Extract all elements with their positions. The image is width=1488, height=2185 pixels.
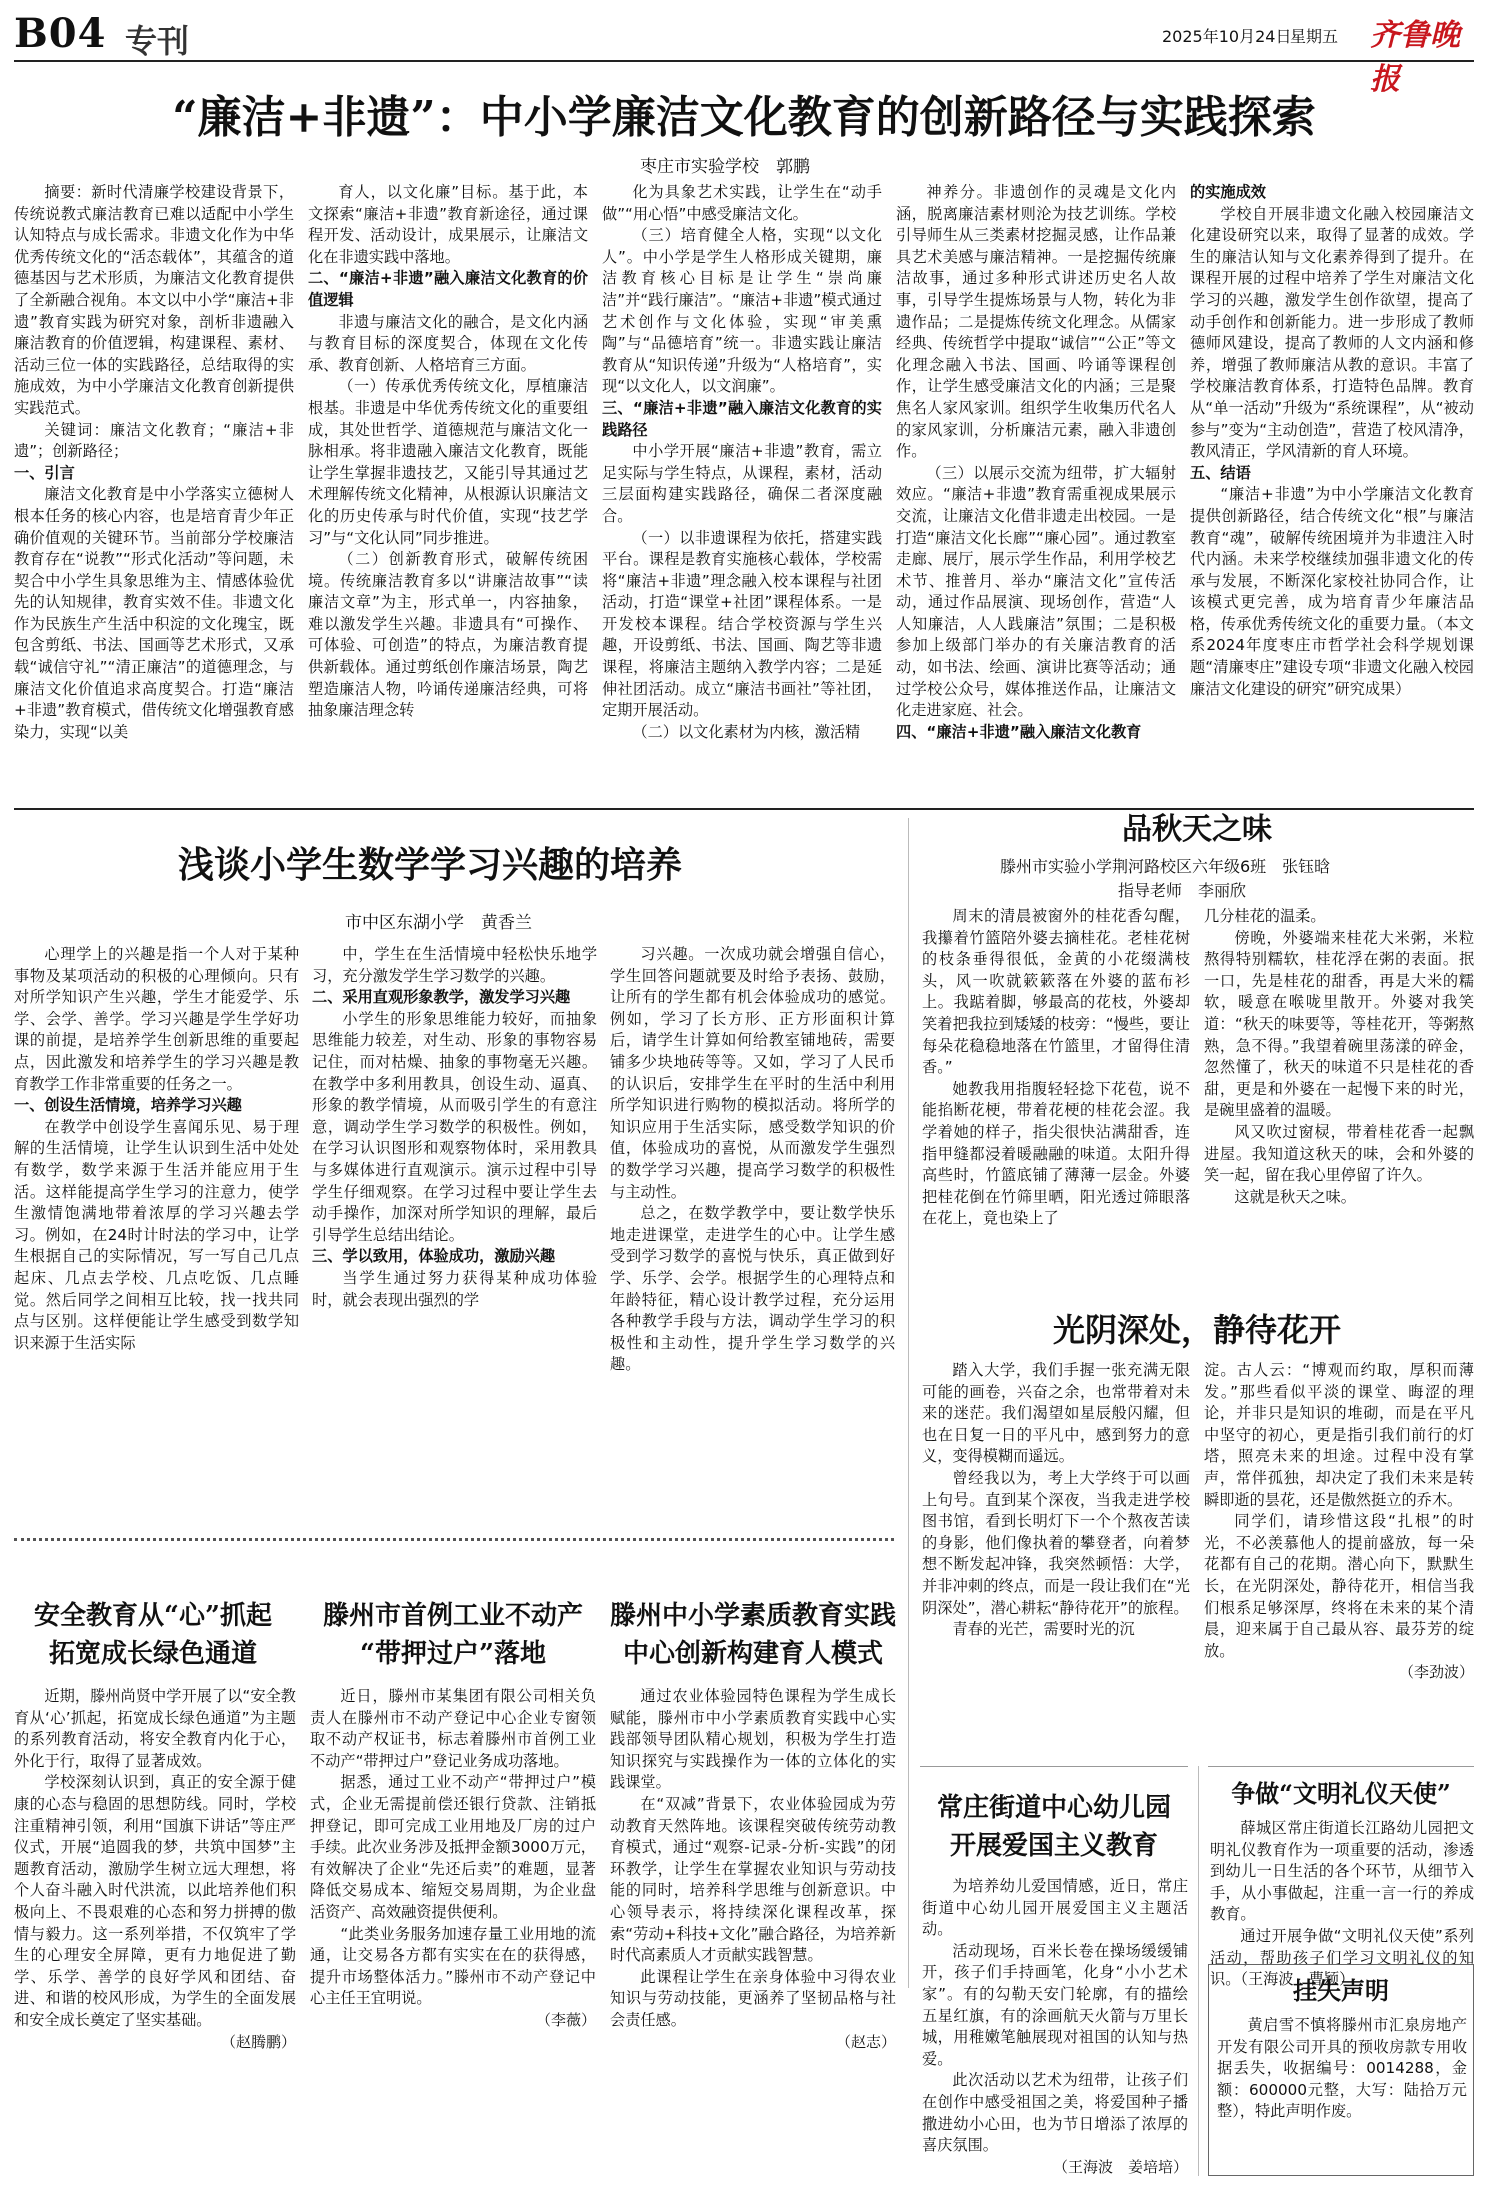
paragraph: 此次活动以艺术为纽带，让孩子们在创作中感受祖国之美，将爱国种子播撒进幼小心田，也为节日增添了浓厚的喜庆氛围。	[922, 2071, 1188, 2155]
paragraph: 活动现场，百米长卷在操场缓缓铺开，孩子们手持画笔，化身“小小艺术家”。有的勾勒天安门轮廓，有的描绘五星红旗，有的涂画航天火箭与万里长城，用稚嫩笔触展现对祖国的认知与热爱。	[922, 1941, 1188, 2068]
box-rule	[920, 1766, 1188, 1767]
paragraph: 同学们，请珍惜这段“扎根”的时光，不必羡慕他人的提前盛放，每一朵花都有自己的花期。潜心向下，默默生长，在光阴深处，静待花开，相信当我们根系足够深厚，终将在未来的某个清晨，迎来属于自己最从容、最芬芳的绽放。	[1204, 1512, 1474, 1660]
paragraph: 据悉，通过工业不动产“带押过户”模式，企业无需提前偿还银行贷款、注销抵押登记，即可完成工业用地及厂房的过户手续。此次业务涉及抵押金额3000万元，有效解决了企业“先还后卖”的难题，显著降低交易成本、缩短交易周期，为企业盘活资产、高效融资提供便利。	[310, 1773, 596, 1921]
paragraph: 曾经我以为，考上大学终于可以画上句号。直到某个深夜，当我走进学校图书馆，看到长明灯下一个个熬夜苦读的身影，他们像执着的攀登者，向着梦想不断发起冲锋，我突然顿悟：大学，并非冲刺的终点，而是一段让我们在“光阴深处”，潜心耕耘“静待花开”的旅程。	[922, 1468, 1190, 1617]
paragraph: （二）以文化素材为内核，激活精	[632, 722, 861, 741]
news5-title: 争做“文明礼仪天使”	[1231, 1779, 1451, 1808]
paragraph: 近期，滕州尚贤中学开展了以“安全教育从‘心’抓起，拓宽成长绿色通道”为主题的系列教育活动，将安全教育内化于心，外化于行，取得了显著成效。	[14, 1687, 296, 1770]
article3-byline: 滕州市实验小学荆河路校区六年级6班 张钰晗	[1000, 857, 1331, 876]
paragraph: “廉洁+非遗”为中小学廉洁文化教育提供创新路径，结合传统文化“根”与廉洁教育“魂”，破解传统困境并为非遗注入时代内涵。未来学校继续加强非遗文化的传承与发展，不断深化家校社协同合作，让该模式更完善，成为培育青少年廉洁品格，传承优秀传统文化的重要力量。（本文系2024年度枣庄市哲学社会科学规划课题“清廉枣庄”建设专项“非遗文化融入校园廉洁文化建设的研究”研究成果）	[1190, 485, 1474, 698]
column-divider	[1198, 1766, 1199, 2176]
paragraph: （三）以展示交流为纽带，扩大辐射效应。“廉洁+非遗”教育需重视成果展示交流，让廉洁文化借非遗走出校园。一是打造“廉洁文化长廊”“廉心园”。通过教室走廊、展厅，展示学生作品，利用学校艺术节、推普月、举办“廉洁文化”宣传活动，通过作品展演、现场创作，营造“人人知廉洁，人人践廉洁”氛围；二是积极参加上级部门举办的有关廉洁教育的活动，如书法、绘画、演讲比赛等活动；通过学校公众号，媒体推送作品，让廉洁文化走进家庭、社会。	[896, 463, 1176, 720]
paragraph: 为培养幼儿爱国情感，近日，常庄街道中心幼儿园开展爱国主义主题活动。	[922, 1877, 1188, 1939]
notice-body	[1209, 2009, 1473, 2169]
issue-date: 2025年10月24日	[1162, 27, 1292, 46]
news3-body	[610, 1686, 896, 2174]
paragraph: 学校自开展非遗文化融入校园廉洁文化建设研究以来，取得了显著的成效。学生的廉洁认知与文化素养得到了提升。在课程开展的过程中培养了学生对廉洁文化学习的兴趣，激发学生创作欲望，提高了动手创作和创新能力。进一步形成了教师德师风建设，提高了教师的人文内涵和修养，增强了教师廉洁从教的意识。丰富了学校廉洁教育体系，打造特色品牌。教育从“单一活动”升级为“系统课程”，从“被动参与”变为“主动创造”，营造了校风清净，教风清正，学风清新的育人环境。	[1190, 204, 1474, 461]
section-heading: 二、“廉洁+非遗”融入廉洁文化教育的价值逻辑	[308, 269, 588, 309]
article4-title: 光阴深处，静待花开	[1052, 1311, 1341, 1349]
paragraph: 在“双减”背景下，农业体验园成为劳动教育天然阵地。该课程突破传统劳动教育模式，通过“观察-记录-分析-实践”的闭环教学，让学生在掌握农业知识与劳动技能的同时，培养科学思维与创新意识。中心领导表示，将持续深化课程改革，探索“劳动+科技+文化”融合路径，为培养新时代高素质人才贡献实践智慧。	[610, 1794, 896, 1965]
author: （赵腾鹏）	[220, 2032, 296, 2051]
article1-byline: 枣庄市实验学校 郭鹏	[640, 157, 810, 177]
news2-title-line1: 滕州市首例工业不动产	[322, 1601, 583, 1631]
news4-body	[922, 1876, 1188, 2176]
paragraph: 这就是秋天之味。	[1234, 1187, 1356, 1206]
paragraph: 近日，滕州市某集团有限公司相关负责人在滕州市不动产登记中心企业专窗领取不动产权证书，标志着滕州市首例工业不动产“带押过户”登记业务成功落地。	[310, 1687, 596, 1770]
paragraph: 当学生通过努力获得某种成功体验时，就会表现出强烈的学	[312, 1268, 597, 1309]
article3-title: 品秋天之味	[1122, 812, 1272, 847]
paragraph: 淀。古人云：“博观而约取，厚积而薄发。”那些看似平淡的课堂、晦涩的理论，并非只是知识的堆砌，而是在平凡中坚守的初心，更是指引我们前行的灯塔，照亮未来的坦途。过程中没有掌声，常伴孤独，却决定了我们未来是转瞬即逝的昙花，还是傲然挺立的乔木。	[1204, 1361, 1474, 1509]
section-heading: 一、创设生活情境，培养学习兴趣	[14, 1096, 242, 1115]
news1-body	[14, 1686, 296, 2174]
paragraph: （一）以非遗课程为依托，搭建实践平台。课程是教育实施核心载体，学校需将“廉洁+非遗”理念融入校本课程与社团活动，打造“课堂+社团”课程体系。一是开发校本课程。结合学校资源与学生兴趣，开设剪纸、书法、国画、陶艺等非遗课程，将廉洁主题纳入教学内容；二是延伸社团活动。成立“廉洁书画社”等社团，定期开展活动。	[602, 528, 882, 720]
paragraph: 学校深刻认识到，真正的安全源于健康的心态与稳固的思想防线。同时，学校注重精神引领，利用“国旗下讲话”等庄严仪式，开展“追圆我的梦，共筑中国梦”主题教育活动，激励学生树立远大理想，将个人奋斗融入时代洪流，以此培养他们积极向上、不畏艰难的心态和努力拼搏的傲情与毅力。这一系列举措，不仅筑牢了学生的心理安全屏障，更有力地促进了勤学、乐学、善学的良好学风和团结、奋进、和谐的校风形成，为学生的全面发展和安全成长奠定了坚实基础。	[14, 1773, 296, 2029]
paragraph: 总之，在数学教学中，要让数学快乐地走进课堂，走进学生的心中。让学生感受到学习数学的喜悦与快乐，真正做到好学、乐学、会学。根据学生的心理特点和年龄特征，精心设计教学过程，充分运用各种教学手段与方法，调动学生学习的积极性和主动性，提升学生学习数学的兴趣。	[610, 1204, 895, 1374]
paragraph: 小学生的形象思维能力较好，而抽象思维能力较差，对生动、形象的事物容易记住，而对枯燥、抽象的事物毫无兴趣。在教学中多利用教具，创设生动、逼真、形象的教学情境，从而吸引学生的有意注意，调动学生学习数学的积极性。例如，在学习认识图形和观察物体时，采用教具与多媒体进行直观演示。演示过程中引导学生仔细观察。在学习过程中要让学生去动手操作，加深对所学知识的理解，最后引导学生总结出结论。	[312, 1009, 597, 1244]
news2-body	[310, 1686, 596, 2174]
paragraph: 神养分。非遗创作的灵魂是文化内涵，脱离廉洁素材则沦为技艺训练。学校引导师生从三类素材挖掘灵感，让作品兼具艺术美感与廉洁精神。一是挖掘传统廉洁故事，通过多种形式讲述历史名人故事，引导学生提炼场景与人物，转化为非遗作品；二是提炼传统文化理念。从儒家经典、传统哲学中提取“诚信”“公正”等文化理念融入书法、国画、吟诵等课程创作，让学生感受廉洁文化的内涵；三是聚焦名人家风家训。组织学生收集历代名人的家风家训，分析廉洁元素，融入非遗创作。	[896, 183, 1176, 461]
author: （李劲波）	[1398, 1663, 1474, 1682]
article4-column-1	[922, 1360, 1190, 1756]
section-heading: 三、“廉洁+非遗”融入廉洁文化教育的实践路径	[602, 398, 882, 439]
column-divider	[908, 818, 909, 1988]
article2-column-3	[610, 944, 895, 1524]
header-rule	[14, 60, 1474, 62]
news1-title-line2: 拓宽成长绿色通道	[48, 1639, 257, 1669]
article2-title: 浅谈小学生数学学习兴趣的培养	[177, 844, 682, 886]
paragraph: 非遗与廉洁文化的融合，是文化内涵与教育目标的深度契合，体现在文化传承、教育创新、人格培育三方面。	[308, 312, 588, 374]
paragraph: （一）传承优秀传统文化，厚植廉洁根基。非遗是中华优秀传统文化的重要组成，其处世哲学、道德规范与廉洁文化一脉相承。将非遗融入廉洁文化教育，既能让学生掌握非遗技艺，又能引导其通过艺术理解传统文化精神，从根源认识廉洁文化的历史传承与时代价值，实现“技艺学习”与“文化认同”同步推进。	[308, 377, 588, 547]
paragraph: “此类业务服务加速存量工业用地的流通，让交易各方都有实实在在的获得感，提升市场整体活力。”滕州市不动产登记中心主任王宜明说。	[310, 1924, 596, 2008]
section-heading: 三、学以致用，体验成功，激励兴趣	[312, 1247, 555, 1266]
section-heading: 四、“廉洁+非遗”融入廉洁文化教育	[896, 722, 1142, 741]
article1-column-3	[602, 182, 882, 802]
article2-byline: 市中区东湖小学 黄香兰	[345, 913, 532, 933]
paragraph: 踏入大学，我们手握一张充满无限可能的画卷，兴奋之余，也常带着对未来的迷茫。我们渴望如星辰般闪耀，但也在日复一日的平凡中，感到努力的意义，变得模糊而遥远。	[922, 1361, 1190, 1466]
paragraph: 她教我用指腹轻轻捻下花苞，说不能掐断花梗，带着花梗的桂花会涩。我学着她的样子，指尖很快沾满甜香，连指甲缝都浸着暖融融的味道。太阳升得高些时，竹篮底铺了薄薄一层金。外婆把桂花倒在竹筛里晒，阳光透过筛眼落在花上，竟也染上了	[922, 1079, 1190, 1228]
paragraph: 习兴趣。一次成功就会增强自信心，学生回答问题就要及时给予表扬、鼓励，让所有的学生都有机会体验成功的感觉。例如，学习了长方形、正方形面积计算后，请学生计算如何给教室铺地砖，需要铺多少块地砖等等。又如，学习了人民币的认识后，安排学生在平时的生活中利用所学知识进行购物的模拟活动。将所学的知识应用于生活实际，感受数学知识的价值，体验成功的喜悦，从而激发学生强烈的数学学习兴趣，提高学习数学的积极性与主动性。	[610, 945, 895, 1201]
article2-column-1	[14, 944, 299, 1524]
issue-weekday: 星期五	[1290, 27, 1339, 46]
section-heading: 二、采用直观形象教学，激发学习兴趣	[312, 988, 571, 1007]
article1-title: “廉洁+非遗”：中小学廉洁文化教育的创新路径与实践探索	[172, 92, 1316, 143]
paragraph: 青春的光芒，需要时光的沉	[952, 1620, 1135, 1639]
paragraph: 几分桂花的温柔。	[1204, 907, 1326, 925]
paragraph: 薛城区常庄街道长江路幼儿园把文明礼仪教育作为一项重要的活动，渗透到幼儿一日生活的各个环节，从细节入手，从小事做起，注重一言一行的养成教育。	[1210, 1819, 1474, 1924]
dotted-divider	[14, 1538, 894, 1541]
newspaper-logo: 齐鲁晚报	[1370, 18, 1460, 97]
news1-title-line1: 安全教育从“心”抓起	[34, 1601, 272, 1631]
keywords: 关键词：廉洁文化教育；“廉洁+非遗”；创新路径；	[14, 420, 294, 461]
paragraph: 中小学开展“廉洁+非遗”教育，需立足实际与学生特点，从课程，素材，活动三层面构建实践路径，确保二者深度融合。	[602, 442, 882, 525]
paragraph: 心理学上的兴趣是指一个人对于某种事物及某项活动的积极的心理倾向。只有对所学知识产生兴趣，学生才能爱学、乐学、会学、善学。学习兴趣是学生学好功课的前提，是培养学生创新思维的重要起点，因此激发和培养学生的学习兴趣是教育教学工作非常重要的任务之一。	[14, 945, 299, 1093]
news4-title-line1: 常庄街道中心幼儿园	[936, 1793, 1171, 1823]
paragraph: 黄启雪不慎将滕州市汇泉房地产开发有限公司开具的预收房款专用收据丢失，收据编号：0014288，金额：600000元整，大写：陆拾万元整），特此声明作废。	[1217, 2016, 1467, 2121]
abstract: 摘要：新时代清廉学校建设背景下，传统说教式廉洁教育已难以适配中小学生认知特点与成长需求。非遗文化作为中华优秀传统文化的“活态载体”，其蕴含的道德基因与艺术形质，为廉洁文化教育提供了全新融合视角。本文以中小学“廉洁+非遗”教育实践为研究对象，剖析非遗融入廉洁教育的价值逻辑，构建课程、素材、活动三位一体的实践路径，总结取得的实施成效，为中小学廉洁文化教育创新提供实践范式。	[14, 183, 294, 417]
article3-teacher: 指导老师 李丽欣	[1118, 881, 1247, 900]
paragraph: 育人，以文化廉”目标。基于此，本文探索“廉洁+非遗”教育新途径，通过课程开发、活动设计，成果展示，让廉洁文化在非遗实践中落地。	[308, 183, 588, 266]
news5-body	[1210, 1818, 1474, 1989]
section-heading: 一、引言	[14, 463, 75, 482]
paragraph: 通过农业体验园特色课程为学生成长赋能，滕州市中小学素质教育实践中心实践部领导团队精心规划，积极为学生打造知识探究与实践操作为一体的立体化的实践课堂。	[610, 1687, 896, 1792]
lost-notice-box	[1208, 1964, 1474, 2176]
paragraph: 此课程让学生在亲身体验中习得农业知识与劳动技能，更涵养了坚韧品格与社会责任感。	[610, 1967, 896, 2029]
news2-title-line2: “带押过户”落地	[360, 1639, 546, 1669]
paragraph: 傍晚，外婆端来桂花大米粥，米粒熬得特别糯软，桂花浮在粥的表面。抿一口，先是桂花的甜香，再是大米的糯软，暖意在喉咙里散开。外婆对我笑道：“秋天的味要等，等桂花开，等粥熬熟，急不得。”我望着碗里荡漾的碎金，忽然懂了，秋天的味道不只是桂花的香甜，更是和外婆在一起慢下来的时光，是碗里盛着的温暖。	[1204, 928, 1474, 1120]
news3-title-line1: 滕州中小学素质教育实践	[609, 1601, 896, 1631]
paragraph: 化为具象艺术实践，让学生在“动手做”“用心悟”中感受廉洁文化。	[602, 183, 882, 223]
notice-title: 挂失声明	[1293, 1976, 1389, 2005]
paragraph: （二）创新教育形式，破解传统困境。传统廉洁教育多以“讲廉洁故事”“读廉洁文章”为主，形式单一，内容抽象，难以激发学生兴趣。非遗具有“可操作、可体验、可创造”的特点，为廉洁教育提供新载体。通过剪纸创作廉洁场景，陶艺塑造廉洁人物，吟诵传递廉洁经典，可将抽象廉洁理念转	[308, 550, 588, 720]
news4-title-line2: 开展爱国主义教育	[949, 1831, 1158, 1861]
paragraph: 廉洁文化教育是中小学落实立德树人根本任务的核心内容，也是培育青少年正确价值观的关键环节。当前部分学校廉洁教育存在“说教”“形式化活动”等问题，未契合中小学生具象思维为主、情感体验优先的认知规律，教育实效不佳。非遗文化作为民族生产生活中积淀的文化瑰宝，既包含剪纸、书法、国画等艺术形式，又承载“诚信守礼”“清正廉洁”的道德理念，与廉洁文化价值追求高度契合。打造“廉洁+非遗”教育模式，借传统文化增强教育感染力，实现“以美	[14, 485, 294, 741]
paragraph: 中，学生在生活情境中轻松快乐地学习，充分激发学生学习数学的兴趣。	[312, 945, 597, 985]
box-rule	[1208, 1766, 1474, 1767]
section-name: 专刊	[125, 22, 190, 60]
article1-column-5	[1190, 182, 1474, 802]
paragraph: 通过开展争做“文明礼仪天使”系列活动，帮助孩子们学习文明礼仪的知识。（王海波 曹颖）	[1210, 1926, 1474, 1989]
article4-column-2	[1204, 1360, 1474, 1756]
paragraph: 周末的清晨被窗外的桂花香勾醒，我攥着竹篮陪外婆去摘桂花。老桂花树的枝条垂得很低，金黄的小花缀满枝头，风一吹就簌簌落在外婆的蓝布衫上。我踮着脚，够最高的花枝，外婆却笑着把我拉到矮矮的枝旁：“慢些，要让每朵花稳稳地落在竹篮里，才留得住清香。”	[922, 907, 1190, 1077]
article1-column-4	[896, 182, 1176, 802]
section-heading: 五、结语	[1190, 463, 1251, 482]
article3-column-1	[922, 906, 1190, 1304]
article1-column-1	[14, 182, 294, 802]
section-heading: 的实施成效	[1190, 183, 1266, 201]
article2-column-2	[312, 944, 597, 1524]
author: （王海波 姜培培）	[1052, 2157, 1188, 2176]
page-code: B04	[14, 10, 107, 57]
author: （赵志）	[835, 2032, 896, 2051]
author: （李薇）	[535, 2010, 596, 2029]
article1-column-2	[308, 182, 588, 802]
paragraph: （三）培育健全人格，实现“以文化人”。中小学是学生人格形成关键期，廉洁教育核心目标是让学生“崇尚廉洁”并“践行廉洁”。“廉洁+非遗”模式通过艺术创作与文化体验，实现“审美熏陶”与“品德培育”统一。非遗实践让廉洁教育从“知识传递”升级为“人格培育”，实现“以文化人，以文润廉”。	[602, 226, 882, 396]
news3-title-line2: 中心创新构建育人模式	[622, 1639, 883, 1669]
article3-column-2	[1204, 906, 1474, 1304]
paragraph: 在教学中创设学生喜闻乐见、易于理解的生活情境，让学生认识到生活中处处有数学，数学来源于生活并能应用于生活。这样能提高学生学习的注意力，使学生激情饱满地带着浓厚的学习兴趣去学习。例如，在24时计时法的学习中，让学生根据自己的实际情况，写一写自己几点起床、几点去学校、几点吃饭、几点睡觉。然后同学之间相互比较，找一找共同点与区别。这样便能让学生感受到数学知识来源于生活实际	[14, 1117, 299, 1352]
paragraph: 风又吹过窗棂，带着桂花香一起飘进屋。我知道这秋天的味，会和外婆的笑一起，留在我心里停留了许久。	[1204, 1122, 1474, 1185]
